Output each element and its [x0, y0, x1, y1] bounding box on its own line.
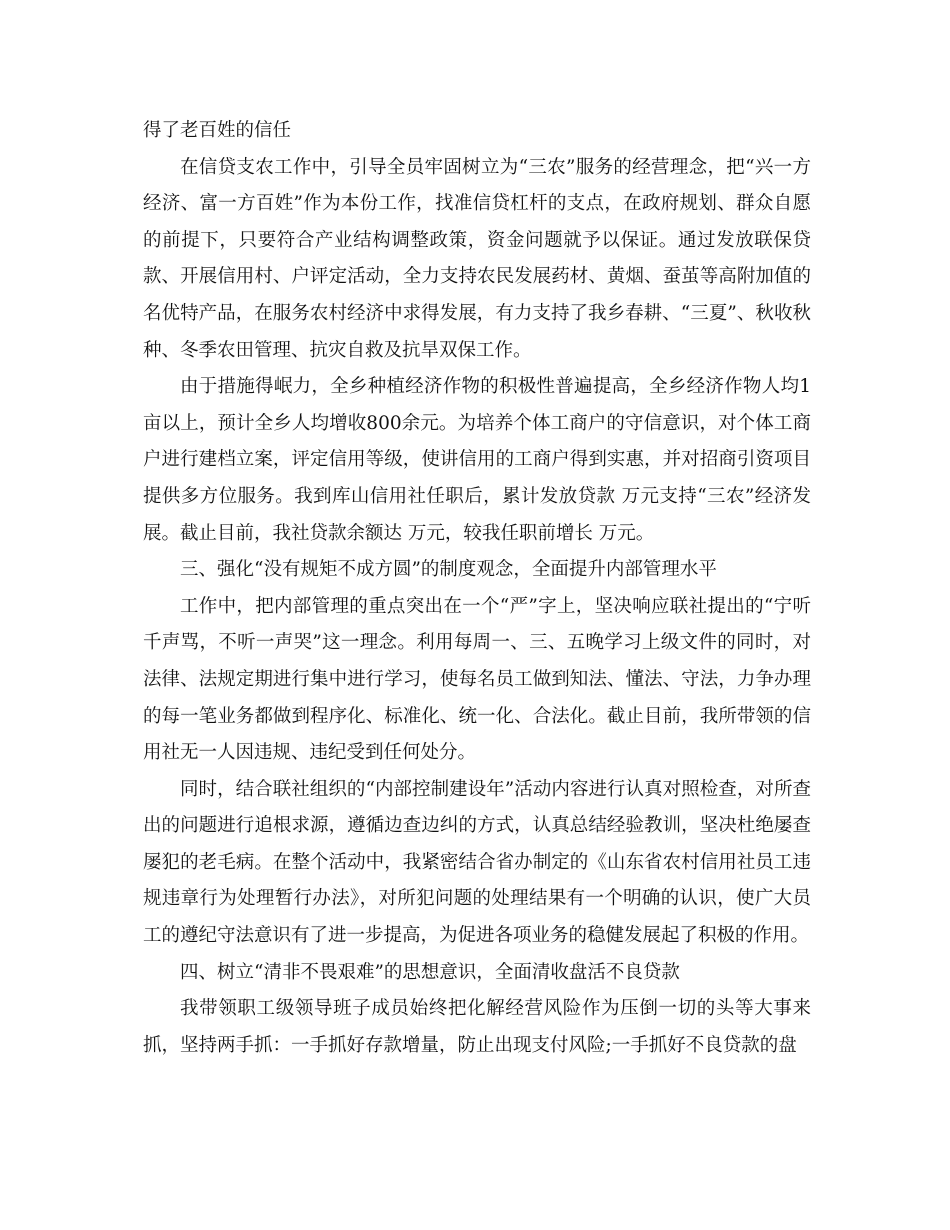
document-body: [143, 113, 811, 1064]
paragraph-strict-management: 工作中，把内部管理的重点突出在一个“严”字上，坚决响应联社提出的“宁听千声骂，不听一声哭”这一理念。利用每周一、三、五晚学习上级文件的同时，对法律、法规定期进行集中进行学习，使每名员工做到知法、懂法、守法，力争办理的每一笔业务都做到程序化、标准化、统一化、合法化。截止目前，我所带领的信用社无一人因违规、违纪受到任何处分。: [143, 595, 811, 764]
paragraph-continuation: 得了老百姓的信任: [143, 120, 292, 141]
paragraph-risk-resolution: 我带领职工级领导班子成员始终把化解经营风险作为压倒一切的头等大事来抓，坚持两手抓：一手抓好存款增量，防止出现支付风险;一手抓好不良贷款的盘: [143, 998, 811, 1056]
paragraph-credit-support-agriculture: 在信贷支农工作中，引导全员牢固树立为“三农”服务的经营理念，把“兴一方经济、富一方百姓”作为本份工作，找准信贷杠杆的支点，在政府规划、群众自愿的前提下，只要符合产业结构调整政策，资金问题就予以保证。通过发放联保贷款、开展信用村、户评定活动，全力支持农民发展药材、黄烟、蚕茧等高附加值的名优特产品，在服务农村经济中求得发展，有力支持了我乡春耕、“三夏”、秋收秋种、冬季农田管理、抗灾自救及抗旱双保工作。: [143, 156, 811, 361]
section-heading-bad-loans: 四、树立“清非不畏艰难”的思想意识，全面清收盘活不良贷款: [180, 961, 680, 983]
paragraph-cash-crops-results: 由于措施得岷力，全乡种植经济作物的积极性普遍提高，全乡经济作物人均1亩以上，预计全乡人均增收800余元。为培养个体工商户的守信意识，对个体工商户进行建档立案，评定信用等级，使讲信用的工商户得到实惠，并对招商引资项目提供多方位服务。我到库山信用社任职后，累计发放贷款 万元支持“三农”经济发展。截止目前，我社贷款余额达 万元，较我任职前增长 万元。: [143, 376, 811, 544]
section-heading-internal-management: 三、强化“没有规矩不成方圆”的制度观念，全面提升内部管理水平: [180, 559, 717, 581]
paragraph-internal-control-year: 同时，结合联社组织的“内部控制建设年”活动内容进行认真对照检查，对所查出的问题进行追根求源，遵循边查边纠的方式，认真总结经验教训，坚决杜绝屡查屡犯的老毛病。在整个活动中，我紧密结合省办制定的《山东省农村信用社员工违规违章行为处理暂行办法》，对所犯问题的处理结果有一个明确的认识，使广大员工的遵纪守法意识有了进一步提高，为促进各项业务的稳健发展起了积极的作用。: [143, 778, 811, 947]
